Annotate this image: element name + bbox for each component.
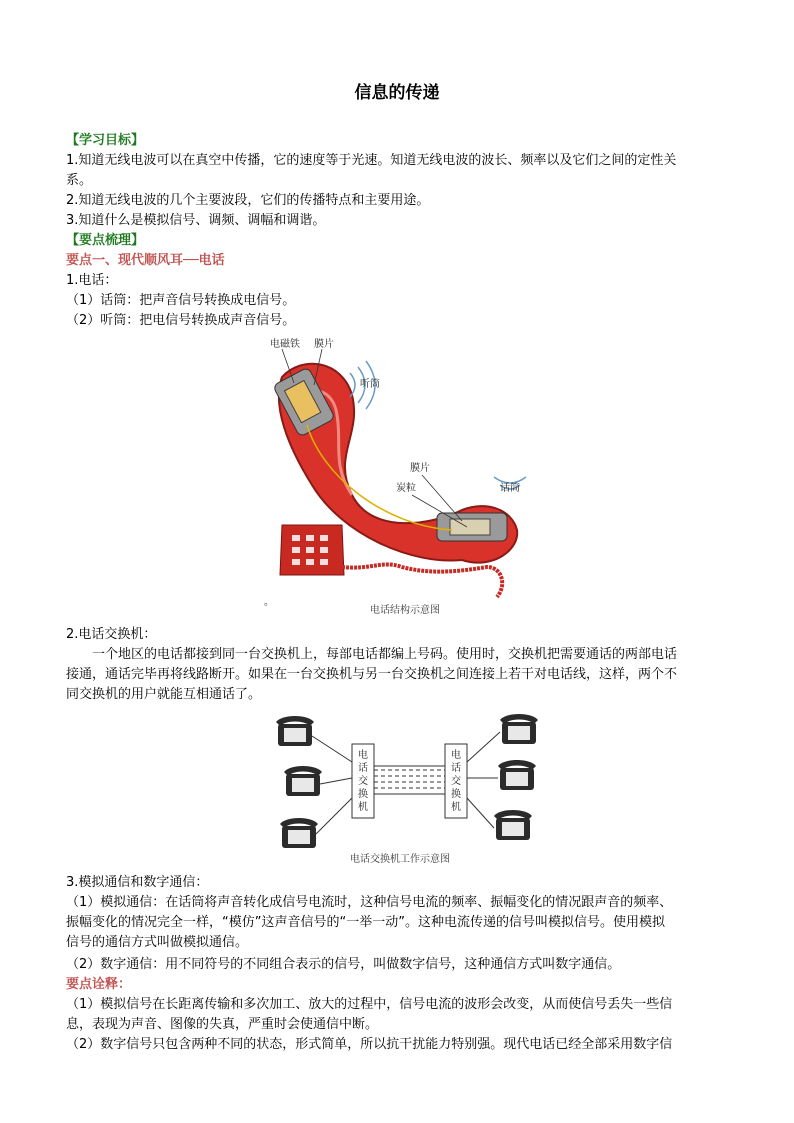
exchange-paragraph-line: 一个地区的电话都接到同一台交换机上，每部电话都编上号码。使用时，交换机把需要通话的两部电话 (92, 647, 678, 662)
telephone-icon (498, 760, 536, 790)
box-left-char: 交 (358, 776, 368, 787)
label-diaphragm-bottom: 膜片 (410, 463, 430, 474)
figure-dot: 。 (264, 597, 274, 608)
page-title: 信息的传递 (354, 83, 440, 103)
analog-paragraph-line: 振幅变化的情况完全一样，“模仿”这声音信号的“一举一动”。这种电流传递的信号叫模拟信号。使用模拟 (66, 915, 665, 930)
figure1-caption: 电话结构示意图 (370, 605, 440, 616)
item-analog-digital: 3.模拟通信和数字通信： (66, 875, 209, 890)
label-electromagnet: 电磁铁 (270, 339, 300, 350)
item-telephone: 1.电话： (66, 273, 118, 288)
notes-heading: 要点诠释： (66, 977, 132, 992)
label-diaphragm-top: 膜片 (314, 339, 334, 350)
analog-paragraph-line: 信号的通信方式叫做模拟通信。 (66, 935, 249, 950)
box-right-char: 话 (451, 763, 461, 774)
label-carbon-granules: 炭粒 (396, 483, 416, 494)
telephone-icon (280, 818, 318, 848)
goal-line: 3.知道什么是模拟信号、调频、调幅和调谐。 (66, 213, 326, 228)
goal-line: 系。 (66, 173, 93, 188)
digital-paragraph-line: （2）数字通信：用不同符号的不同组合表示的信号，叫做数字信号，这种通信方式叫数字通信。 (66, 957, 621, 972)
analog-paragraph-line: （1）模拟通信：在话筒将声音转化成信号电流时，这种信号电流的频率、振幅变化的情况跟声音的频率、 (66, 895, 673, 910)
goals-heading: 【学习目标】 (66, 133, 145, 148)
box-right-char: 电 (451, 750, 461, 761)
telephone-icon (500, 714, 538, 744)
label-mouthpiece: 话筒 (500, 483, 520, 494)
points-heading: 【要点梳理】 (66, 233, 145, 248)
telephone-icon (284, 766, 322, 796)
box-right-char: 交 (451, 776, 461, 787)
notes-line: （2）数字信号只包含两种不同的状态，形式简单，所以抗干扰能力特别强。现代电话已经全部采用数字信 (66, 1037, 673, 1052)
telephone-icon (276, 716, 314, 746)
telephone-structure-figure (262, 335, 532, 617)
telephone-icon (494, 810, 532, 840)
box-left-char: 电 (358, 750, 368, 761)
box-left-char: 话 (358, 763, 368, 774)
exchange-figure (272, 706, 552, 868)
figure2-caption: 电话交换机工作示意图 (350, 854, 450, 865)
notes-line: 息，表现为声音、图像的失真，严重时会使通信中断。 (66, 1017, 379, 1032)
section1-heading: 要点一、现代顺风耳──电话 (66, 253, 225, 268)
goal-line: 1.知道无线电波可以在真空中传播，它的速度等于光速。知道无线电波的波长、频率以及它们之间的定性关 (66, 153, 677, 168)
exchange-paragraph-line: 同交换机的用户就能互相通话了。 (66, 687, 262, 702)
box-left-char: 机 (358, 802, 368, 813)
box-right-char: 机 (451, 802, 461, 813)
notes-line: （1）模拟信号在长距离传输和多次加工、放大的过程中，信号电流的波形会改变，从而使信号丢失一些信 (66, 997, 673, 1012)
box-left-char: 换 (358, 789, 368, 800)
label-earpiece: 听筒 (360, 379, 380, 390)
exchange-paragraph-line: 接通，通话完毕再将线路断开。如果在一台交换机与另一台交换机之间连接上若干对电话线，这样，两个不 (66, 667, 678, 682)
item-microphone: （1）话筒：把声音信号转换成电信号。 (66, 293, 296, 308)
item-exchange: 2.电话交换机： (66, 627, 157, 642)
goal-line: 2.知道无线电波的几个主要波段，它们的传播特点和主要用途。 (66, 193, 430, 208)
item-receiver: （2）听筒：把电信号转换成声音信号。 (66, 313, 296, 328)
box-right-char: 换 (451, 789, 461, 800)
